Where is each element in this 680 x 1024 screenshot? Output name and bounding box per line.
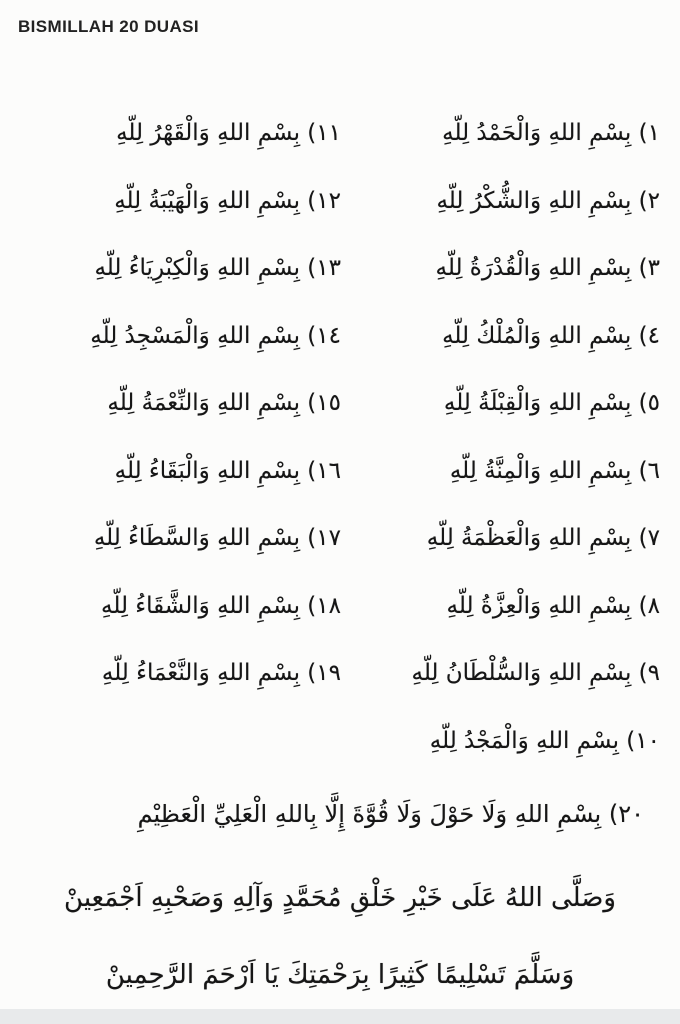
dua-number: ٨) [638,592,660,619]
dua-text: بِسْمِ اللهِ وَالشُّكْرُ لِلّهِ [436,187,632,214]
dua-number: ٣) [638,255,660,281]
dua-column-left [0,100,345,775]
dua-item-9 [345,640,680,708]
dua-text: بِسْمِ اللهِ وَالنِّعْمَةُ لِلّهِ [107,390,300,416]
dua-text: بِسْمِ اللهِ وَالسَّطَاءُ لِلّهِ [93,525,300,551]
dua-text: بِسْمِ اللهِ وَالْمَجْدُ لِلّهِ [429,727,619,754]
dua-number: ١١) [307,120,341,146]
page-title: BISMILLAH 20 DUASI [18,17,199,36]
dua-item-6 [345,438,680,506]
dua-number: ١٥) [307,390,341,416]
dua-item-7 [345,505,680,573]
dua-text: بِسْمِ اللهِ وَالْقُدْرَةُ لِلّهِ [435,255,632,281]
dua-item-10 [345,708,680,776]
dua-text: بِسْمِ اللهِ وَالْبَقَاءُ لِلّهِ [114,457,300,484]
dua-item-1 [345,100,680,168]
dua-number: ١٠) [626,727,660,754]
dua-item-19 [0,640,345,708]
dua-text: بِسْمِ اللهِ وَالنَّعْمَاءُ لِلّهِ [101,660,300,686]
salawat-line-1: وَصَلَّى اللهُ عَلَى خَيْرِ خَلْقِ مُحَمَّدٍ وَآلِهِ وَصَحْبِهِ اَجْمَعِينْ [64,883,616,913]
dua-text: بِسْمِ اللهِ وَالْعَظْمَةُ لِلّهِ [426,525,632,551]
dua-number: ١) [638,120,660,146]
dua-text: بِسْمِ اللهِ وَالْمُلْكُ لِلّهِ [442,322,632,349]
dua-item-4 [345,303,680,371]
dua-item-15 [0,370,345,438]
salawat-line-2: وَسَلَّمَ تَسْلِيمًا كَثِيرًا بِرَحْمَتِكَ يَا اَرْحَمَ الرَّحِمِينْ [105,960,575,990]
dua-number: ١٨) [307,592,341,619]
dua-text: بِسْمِ اللهِ وَلَا حَوْلَ وَلَا قُوَّةَ إِلَّا بِاللهِ الْعَلِيِّ الْعَظِيْمِ [137,800,602,828]
scan-edge-shadow [0,1009,680,1024]
dua-item-5 [345,370,680,438]
dua-number: ١٩) [307,660,341,686]
dua-item-13 [0,235,345,303]
dua-columns [0,100,680,775]
dua-text: بِسْمِ اللهِ وَالْكِبْرِيَاءُ لِلّهِ [94,255,300,281]
dua-number: ١٧) [307,525,341,551]
dua-item-16 [0,438,345,506]
dua-number: ٢٠) [608,800,644,828]
dua-text: بِسْمِ اللهِ وَالْعِزَّةُ لِلّهِ [446,592,632,619]
dua-number: ١٤) [307,322,341,349]
dua-item-3 [345,235,680,303]
dua-number: ٥) [638,390,660,416]
dua-text: بِسْمِ اللهِ وَالشَّقَاءُ لِلّهِ [101,592,300,619]
dua-number: ٩) [638,660,660,686]
dua-text: بِسْمِ اللهِ وَالسُّلْطَانُ لِلّهِ [411,660,632,686]
dua-column-right [345,100,680,775]
dua-item-11 [0,100,345,168]
dua-number: ١٦) [307,457,341,484]
dua-text: بِسْمِ اللهِ وَالْمِنَّةُ لِلّهِ [449,457,632,484]
dua-number: ١٢) [307,187,341,214]
dua-item-12 [0,168,345,236]
dua-text: بِسْمِ اللهِ وَالْقَهْرُ لِلّهِ [116,120,300,146]
dua-text: بِسْمِ اللهِ وَالْمَسْجِدُ لِلّهِ [90,322,300,349]
dua-text: بِسْمِ اللهِ وَالْحَمْدُ لِلّهِ [442,120,632,146]
dua-item-2 [345,168,680,236]
dua-number: ١٣) [307,255,341,281]
dua-item-14 [0,303,345,371]
dua-text: بِسْمِ اللهِ وَالْقِبْلَةُ لِلّهِ [443,390,632,416]
dua-number: ٧) [638,525,660,551]
dua-text: بِسْمِ اللهِ وَالْهَيْبَةُ لِلّهِ [114,187,300,214]
dua-number: ٦) [638,457,660,484]
dua-item-8 [345,573,680,641]
dua-item-20 [0,773,680,855]
dua-number: ٢) [638,187,660,214]
dua-item-17 [0,505,345,573]
dua-item-18 [0,573,345,641]
dua-number: ٤) [638,322,660,349]
